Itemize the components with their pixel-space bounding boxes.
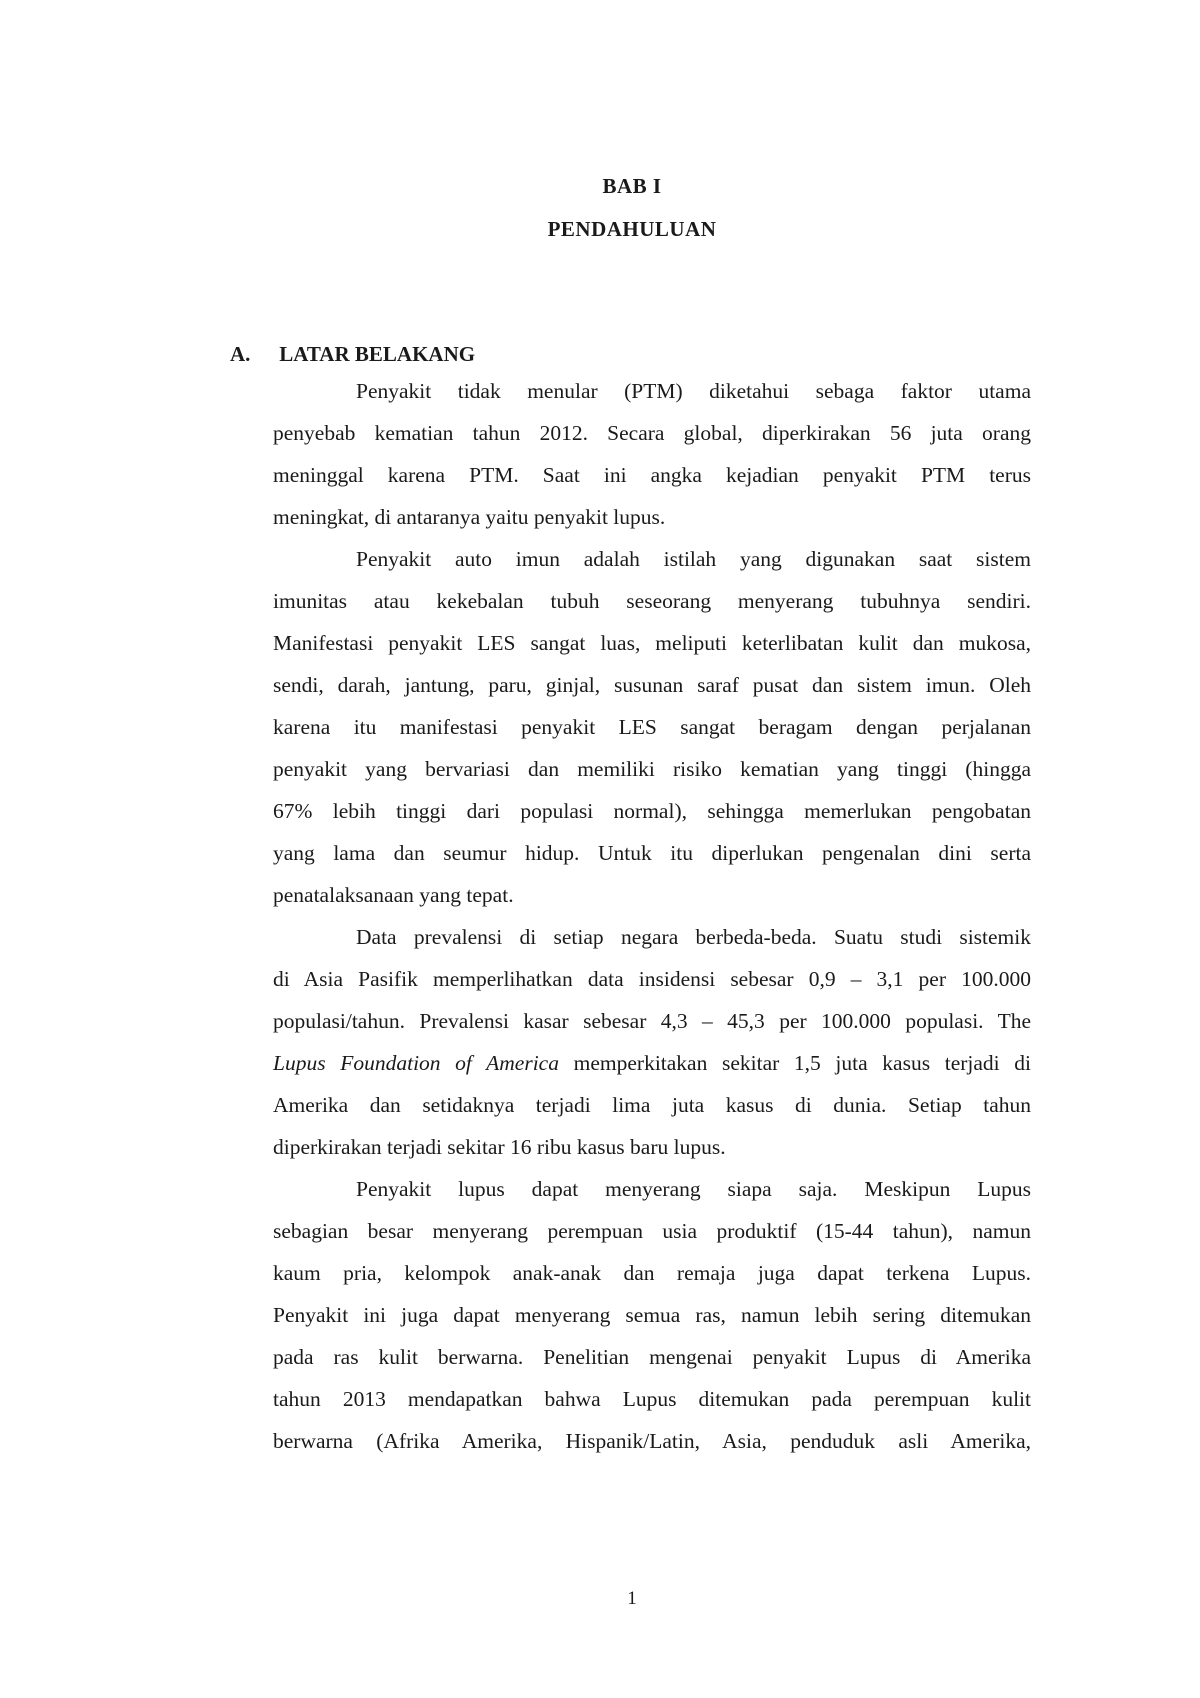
italic-organization-name: Lupus Foundation of America <box>273 1051 559 1075</box>
text-line: kaum pria, kelompok anak-anak dan remaja juga dapat terkena Lupus. <box>273 1261 1031 1285</box>
text-line: Penyakit tidak menular (PTM) diketahui sebaga faktor utama <box>356 379 1031 403</box>
page-number: 1 <box>627 1588 637 1609</box>
chapter-heading: BAB I <box>602 174 662 198</box>
text-line: Amerika dan setidaknya terjadi lima juta kasus di dunia. Setiap tahun <box>273 1093 1031 1117</box>
text-line: penyakit yang bervariasi dan memiliki risiko kematian yang tinggi (hingga <box>273 757 1031 781</box>
text-line: penatalaksanaan yang tepat. <box>273 883 514 907</box>
text-line: berwarna (Afrika Amerika, Hispanik/Latin, Asia, penduduk asli Amerika, <box>273 1429 1031 1453</box>
chapter-title: PENDAHULUAN <box>547 217 717 241</box>
text-line: pada ras kulit berwarna. Penelitian mengenai penyakit Lupus di Amerika <box>273 1345 1031 1369</box>
text-line: sendi, darah, jantung, paru, ginjal, susunan saraf pusat dan sistem imun. Oleh <box>273 673 1031 697</box>
text-line: Manifestasi penyakit LES sangat luas, meliputi keterlibatan kulit dan mukosa, <box>273 631 1031 655</box>
text-line: diperkirakan terjadi sekitar 16 ribu kasus baru lupus. <box>273 1135 726 1159</box>
text-line: Penyakit auto imun adalah istilah yang digunakan saat sistem <box>356 547 1031 571</box>
section-heading <box>230 342 475 367</box>
text-line: 67% lebih tinggi dari populasi normal), sehingga memerlukan pengobatan <box>273 799 1031 823</box>
section-title: LATAR BELAKANG <box>279 342 476 366</box>
text-line: Penyakit ini juga dapat menyerang semua ras, namun lebih sering ditemukan <box>273 1303 1031 1327</box>
text-line: tahun 2013 mendapatkan bahwa Lupus ditemukan pada perempuan kulit <box>273 1387 1031 1411</box>
text-line-rest: memperkitakan sekitar 1,5 juta kasus terjadi di <box>573 1051 1031 1075</box>
text-line: populasi/tahun. Prevalensi kasar sebesar 4,3 – 45,3 per 100.000 populasi. The <box>273 1009 1031 1033</box>
text-line: Penyakit lupus dapat menyerang siapa saja. Meskipun Lupus <box>356 1177 1031 1201</box>
text-line: meningkat, di antaranya yaitu penyakit lupus. <box>273 505 666 529</box>
text-line: karena itu manifestasi penyakit LES sangat beragam dengan perjalanan <box>273 715 1031 739</box>
text-line: meninggal karena PTM. Saat ini angka kejadian penyakit PTM terus <box>273 463 1031 487</box>
text-line: Data prevalensi di setiap negara berbeda-beda. Suatu studi sistemik <box>356 925 1031 949</box>
text-line: sebagian besar menyerang perempuan usia produktif (15-44 tahun), namun <box>273 1219 1031 1243</box>
text-line <box>273 1048 1031 1078</box>
text-line: di Asia Pasifik memperlihatkan data insidensi sebesar 0,9 – 3,1 per 100.000 <box>273 967 1031 991</box>
text-line: penyebab kematian tahun 2012. Secara global, diperkirakan 56 juta orang <box>273 421 1031 445</box>
text-line: yang lama dan seumur hidup. Untuk itu diperlukan pengenalan dini serta <box>273 841 1031 865</box>
section-number: A. <box>230 342 251 366</box>
text-line: imunitas atau kekebalan tubuh seseorang menyerang tubuhnya sendiri. <box>273 589 1031 613</box>
